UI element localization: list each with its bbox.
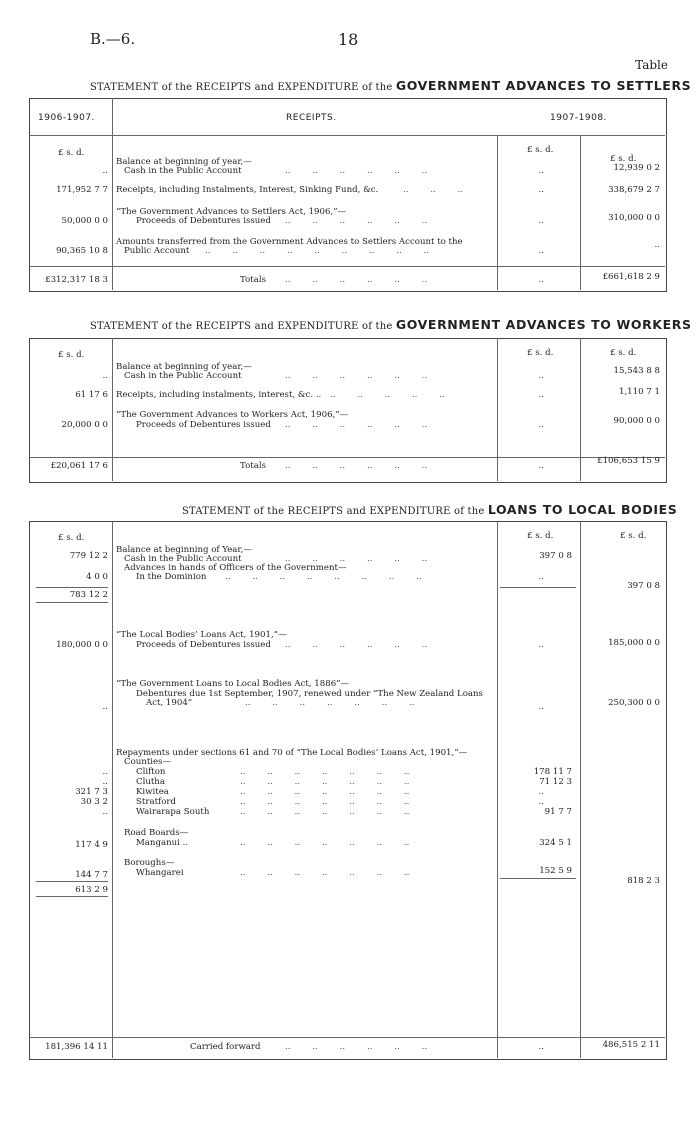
col-receipts: RECEIPTS. (286, 113, 337, 123)
row-label: Amounts transferred from the Government Advances to Settlers Account to the (116, 237, 463, 247)
cell-left: 117 4 9 (75, 840, 108, 850)
row-label: Counties— (124, 757, 172, 767)
carried-left: 181,396 14 11 (45, 1042, 108, 1052)
cell-mid: .. (538, 216, 544, 226)
section1-title: STATEMENT of the RECEIPTS and EXPENDITURE of the GOVERNMENT ADVANCES TO SETTLERS (90, 78, 692, 93)
subtotal-left: 613 2 9 (75, 885, 108, 895)
cell-right: 338,679 2 7 (608, 185, 660, 195)
cell-mid: 152 5 9 (539, 866, 572, 876)
cell-right: 185,000 0 0 (608, 638, 660, 648)
cell-left: .. (102, 371, 108, 381)
cell-mid: .. (538, 640, 544, 650)
subtotal-left: 783 12 2 (69, 590, 108, 600)
cell-mid: .. (538, 702, 544, 712)
county-name: Clutha (136, 777, 165, 787)
total-mid: .. (538, 461, 544, 471)
total-right: £106,653 15 9 (597, 456, 660, 466)
total-left: £312,317 18 3 (45, 275, 108, 285)
cell-mid: .. (538, 572, 544, 582)
cell-left: .. (102, 767, 108, 777)
row-label: Proceeds of Debentures issued (136, 640, 271, 650)
cell-left: .. (102, 166, 108, 176)
cell-left: 321 7 3 (75, 787, 108, 797)
cell-right: 250,300 0 0 (608, 698, 660, 708)
cell-left: 779 12 2 (69, 551, 108, 561)
totals-label: Totals (240, 461, 266, 471)
cell-right: 818 2 3 (627, 876, 660, 886)
cell-mid: .. (538, 371, 544, 381)
cell-left: 30 3 2 (80, 797, 108, 807)
row-label: “The Government Advances to Workers Act, 1906,”— (116, 410, 349, 420)
row-label: Public Account (124, 246, 190, 256)
cell-right: .. (654, 240, 660, 250)
unit-left: £ s. d. (58, 533, 85, 543)
county-name: Kiwitea (136, 787, 169, 797)
cell-left: 180,000 0 0 (56, 640, 108, 650)
cell-left: 171,952 7 7 (56, 185, 108, 195)
carried-right: 486,515 2 11 (602, 1040, 660, 1050)
borough-name: Whangarei (136, 868, 184, 878)
row-label: Balance at beginning of year,— (116, 362, 252, 372)
cell-mid: .. (538, 787, 544, 797)
row-label: Cash in the Public Account (124, 166, 242, 176)
total-mid: .. (538, 275, 544, 285)
row-label: Cash in the Public Account (124, 371, 242, 381)
cell-right: 15,543 8 8 (613, 366, 660, 376)
road-board-name: Manganui .. (136, 838, 189, 848)
unit-left: £ s. d. (58, 148, 85, 158)
cell-mid: 71 12 3 (539, 777, 572, 787)
row-label: In the Dominion (136, 572, 207, 582)
cell-mid: .. (538, 246, 544, 256)
total-left: £20,061 17 6 (50, 461, 108, 471)
cell-right: 12,939 0 2 (613, 163, 660, 173)
cell-left: 50,000 0 0 (61, 216, 108, 226)
row-label: “The Government Advances to Settlers Act, 1906,”— (116, 207, 347, 217)
row-label: Advances in hands of Officers of the Government— (124, 563, 347, 573)
county-name: Clifton (136, 767, 166, 777)
unit-left: £ s. d. (58, 350, 85, 360)
cell-mid: .. (538, 185, 544, 195)
county-name: Wairarapa South (136, 807, 210, 817)
unit-mid: £ s. d. (527, 348, 554, 358)
row-label: Balance at beginning of year,— (116, 157, 252, 167)
col-1906: 1906-1907. (38, 113, 95, 123)
row-label: Balance at beginning of Year,— (116, 545, 252, 555)
total-right: £661,618 2 9 (602, 272, 660, 282)
cell-right: 1,110 7 1 (618, 387, 660, 397)
unit-right: £ s. d. (610, 154, 637, 164)
cell-left: 20,000 0 0 (61, 420, 108, 430)
cell-left: 4 0 0 (86, 572, 108, 582)
section2-title: STATEMENT of the RECEIPTS and EXPENDITURE of the GOVERNMENT ADVANCES TO WORKERS (90, 317, 692, 332)
row-label: Proceeds of Debentures issued (136, 420, 271, 430)
unit-mid: £ s. d. (527, 145, 554, 155)
cell-left: 90,365 10 8 (56, 246, 108, 256)
cell-left: .. (102, 702, 108, 712)
page-number: 18 (338, 30, 359, 49)
unit-right: £ s. d. (620, 531, 647, 541)
row-label: Proceeds of Debentures issued (136, 216, 271, 226)
cell-mid: .. (538, 390, 544, 400)
cell-mid: 178 11 7 (533, 767, 572, 777)
table-label: Table (635, 58, 668, 72)
row-label: Boroughs— (124, 858, 175, 868)
cell-mid: 91 7 7 (544, 807, 572, 817)
carried-forward-label: Carried forward (190, 1042, 261, 1052)
report-code: B.—6. (90, 30, 136, 48)
unit-mid: £ s. d. (527, 531, 554, 541)
cell-left: 144 7 7 (75, 870, 108, 880)
unit-right: £ s. d. (610, 348, 637, 358)
cell-left: .. (102, 807, 108, 817)
carried-mid: .. (538, 1042, 544, 1052)
cell-mid: 324 5 1 (539, 838, 572, 848)
cell-mid: 397 0 8 (539, 551, 572, 561)
cell-mid: .. (538, 166, 544, 176)
cell-left: .. (102, 777, 108, 787)
totals-label: Totals (240, 275, 266, 285)
section3-title: STATEMENT of the RECEIPTS and EXPENDITURE of the LOANS TO LOCAL BODIES (182, 502, 678, 517)
county-name: Stratford (136, 797, 176, 807)
row-label: “The Local Bodies’ Loans Act, 1901,”— (116, 630, 287, 640)
row-label: Cash in the Public Account (124, 554, 242, 564)
row-label: Debentures due 1st September, 1907, renewed under “The New Zealand Loans (136, 689, 483, 699)
col-1907: 1907-1908. (550, 113, 607, 123)
cell-right: 90,000 0 0 (613, 416, 660, 426)
row-label: Receipts, including instalments, interest, &c. .. (116, 390, 322, 400)
row-label: Act, 1904” (146, 698, 193, 708)
cell-right: 397 0 8 (627, 581, 660, 591)
cell-right: 310,000 0 0 (608, 213, 660, 223)
cell-mid: .. (538, 797, 544, 807)
cell-mid: .. (538, 420, 544, 430)
row-label: Receipts, including Instalments, Interest, Sinking Fund, &c. (116, 185, 379, 195)
row-label: “The Government Loans to Local Bodies Act, 1886”— (116, 679, 350, 689)
row-label: Repayments under sections 61 and 70 of “The Local Bodies’ Loans Act, 1901,”— (116, 748, 468, 758)
row-label: Road Boards— (124, 828, 189, 838)
cell-left: 61 17 6 (75, 390, 108, 400)
